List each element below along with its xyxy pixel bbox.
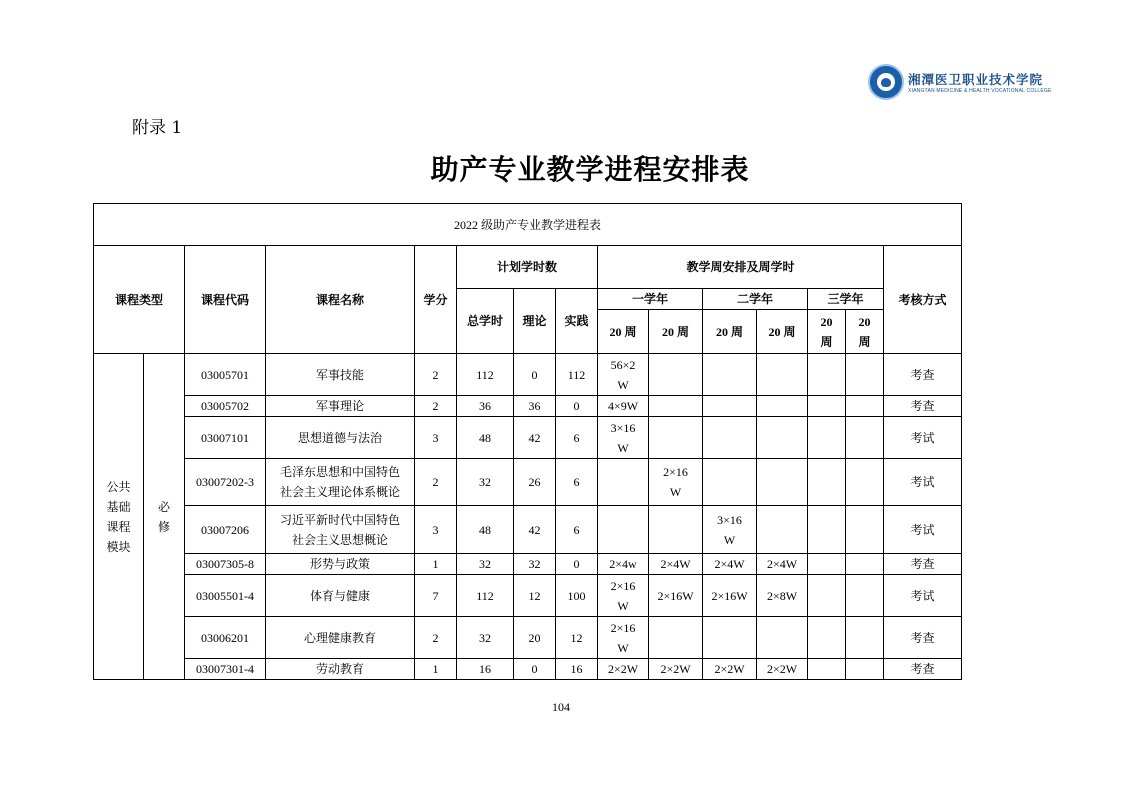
table-row xyxy=(94,396,962,417)
assessment-cell: 考试 xyxy=(884,459,962,506)
semester-s5-cell xyxy=(808,659,846,680)
semester-s4-cell xyxy=(757,617,808,659)
total-hours-cell: 32 xyxy=(457,554,514,575)
practice-hours-cell: 100 xyxy=(556,575,598,617)
header-year3: 三学年 xyxy=(808,289,884,310)
assessment-cell: 考试 xyxy=(884,417,962,459)
course-name-cell: 心理健康教育 xyxy=(266,617,415,659)
semester-s4-cell xyxy=(757,459,808,506)
semester-s1-cell: 56×2 W xyxy=(598,354,649,396)
semester-s3-cell xyxy=(703,417,757,459)
total-hours-cell: 16 xyxy=(457,659,514,680)
total-hours-cell: 112 xyxy=(457,354,514,396)
course-name-cell: 劳动教育 xyxy=(266,659,415,680)
semester-s3-cell xyxy=(703,617,757,659)
credit-cell: 3 xyxy=(415,506,457,554)
course-name-cell: 形势与政策 xyxy=(266,554,415,575)
theory-hours-cell: 42 xyxy=(514,417,556,459)
theory-hours-cell: 26 xyxy=(514,459,556,506)
course-name-cell: 体育与健康 xyxy=(266,575,415,617)
semester-s6-cell xyxy=(846,554,884,575)
semester-s6-cell xyxy=(846,575,884,617)
semester-s5-cell xyxy=(808,506,846,554)
practice-hours-cell: 6 xyxy=(556,459,598,506)
credit-cell: 2 xyxy=(415,354,457,396)
table-caption: 2022 级助产专业教学进程表 xyxy=(94,204,962,246)
college-name-en: XIANGTAN MEDICINE & HEALTH VOCATIONAL COLLEGE xyxy=(908,88,1052,94)
semester-s5-cell xyxy=(808,396,846,417)
total-hours-cell: 112 xyxy=(457,575,514,617)
assessment-cell: 考查 xyxy=(884,354,962,396)
credit-cell: 2 xyxy=(415,617,457,659)
course-code-cell: 03007101 xyxy=(185,417,266,459)
total-hours-cell: 36 xyxy=(457,396,514,417)
semester-s2-cell: 2×4W xyxy=(649,554,703,575)
theory-hours-cell: 42 xyxy=(514,506,556,554)
header-course-name: 课程名称 xyxy=(266,246,415,354)
header-year2: 二学年 xyxy=(703,289,808,310)
credit-cell: 1 xyxy=(415,554,457,575)
practice-hours-cell: 16 xyxy=(556,659,598,680)
semester-s4-cell xyxy=(757,417,808,459)
semester-s5-cell xyxy=(808,459,846,506)
semester-s5-cell xyxy=(808,575,846,617)
semester-s5-cell xyxy=(808,617,846,659)
practice-hours-cell: 12 xyxy=(556,617,598,659)
credit-cell: 3 xyxy=(415,417,457,459)
assessment-cell: 考查 xyxy=(884,396,962,417)
semester-s2-cell xyxy=(649,354,703,396)
table-row xyxy=(94,554,962,575)
semester-s4-cell xyxy=(757,396,808,417)
semester-s3-cell: 2×4W xyxy=(703,554,757,575)
header-week-s2: 20 周 xyxy=(649,310,703,354)
semester-s4-cell xyxy=(757,354,808,396)
page-title: 助产专业教学进程安排表 xyxy=(430,153,750,186)
assessment-cell: 考查 xyxy=(884,554,962,575)
theory-hours-cell: 0 xyxy=(514,354,556,396)
semester-s6-cell xyxy=(846,354,884,396)
semester-s3-cell: 3×16 W xyxy=(703,506,757,554)
course-code-cell: 03005701 xyxy=(185,354,266,396)
theory-hours-cell: 32 xyxy=(514,554,556,575)
course-name-cell: 习近平新时代中国特色 社会主义思想概论 xyxy=(266,506,415,554)
course-code-cell: 03007206 xyxy=(185,506,266,554)
semester-s6-cell xyxy=(846,659,884,680)
semester-s1-cell: 2×2W xyxy=(598,659,649,680)
semester-s6-cell xyxy=(846,459,884,506)
course-code-cell: 03005501-4 xyxy=(185,575,266,617)
practice-hours-cell: 6 xyxy=(556,506,598,554)
credit-cell: 2 xyxy=(415,459,457,506)
theory-hours-cell: 12 xyxy=(514,575,556,617)
semester-s6-cell xyxy=(846,506,884,554)
table-row xyxy=(94,459,962,506)
semester-s6-cell xyxy=(846,417,884,459)
required-group-label: 必 修 xyxy=(144,354,185,680)
semester-s2-cell xyxy=(649,417,703,459)
header-week-s4: 20 周 xyxy=(757,310,808,354)
header-course-type: 课程类型 xyxy=(94,246,185,354)
header-week-s1: 20 周 xyxy=(598,310,649,354)
header-assessment: 考核方式 xyxy=(884,246,962,354)
header-planned-hours: 计划学时数 xyxy=(457,246,598,289)
table-row xyxy=(94,506,962,554)
semester-s4-cell xyxy=(757,506,808,554)
semester-s1-cell: 4×9W xyxy=(598,396,649,417)
semester-s4-cell: 2×2W xyxy=(757,659,808,680)
theory-hours-cell: 0 xyxy=(514,659,556,680)
semester-s2-cell xyxy=(649,617,703,659)
semester-s2-cell: 2×2W xyxy=(649,659,703,680)
theory-hours-cell: 36 xyxy=(514,396,556,417)
header-credit: 学分 xyxy=(415,246,457,354)
credit-cell: 7 xyxy=(415,575,457,617)
college-emblem-icon xyxy=(868,64,904,100)
course-name-cell: 军事技能 xyxy=(266,354,415,396)
header-week-s5: 20 周 xyxy=(808,310,846,354)
header-course-code: 课程代码 xyxy=(185,246,266,354)
header-total-hours: 总学时 xyxy=(457,289,514,354)
table-row xyxy=(94,354,962,396)
semester-s3-cell: 2×2W xyxy=(703,659,757,680)
semester-s1-cell xyxy=(598,506,649,554)
header-week-s3: 20 周 xyxy=(703,310,757,354)
course-code-cell: 03007301-4 xyxy=(185,659,266,680)
schedule-table xyxy=(93,203,962,680)
course-name-cell: 毛泽东思想和中国特色 社会主义理论体系概论 xyxy=(266,459,415,506)
header-year1: 一学年 xyxy=(598,289,703,310)
semester-s6-cell xyxy=(846,617,884,659)
table-row xyxy=(94,659,962,680)
semester-s4-cell: 2×4W xyxy=(757,554,808,575)
college-logo xyxy=(868,64,1052,104)
semester-s4-cell: 2×8W xyxy=(757,575,808,617)
header-theory: 理论 xyxy=(514,289,556,354)
credit-cell: 1 xyxy=(415,659,457,680)
page-number: 104 xyxy=(552,700,570,714)
table-row xyxy=(94,417,962,459)
practice-hours-cell: 112 xyxy=(556,354,598,396)
assessment-cell: 考试 xyxy=(884,506,962,554)
semester-s3-cell xyxy=(703,354,757,396)
table-row xyxy=(94,575,962,617)
semester-s5-cell xyxy=(808,354,846,396)
semester-s2-cell xyxy=(649,506,703,554)
semester-s1-cell: 2×16 W xyxy=(598,575,649,617)
practice-hours-cell: 0 xyxy=(556,396,598,417)
semester-s5-cell xyxy=(808,554,846,575)
assessment-cell: 考查 xyxy=(884,617,962,659)
total-hours-cell: 48 xyxy=(457,417,514,459)
course-code-cell: 03006201 xyxy=(185,617,266,659)
course-name-cell: 军事理论 xyxy=(266,396,415,417)
semester-s1-cell: 3×16 W xyxy=(598,417,649,459)
header-weekly-schedule: 教学周安排及周学时 xyxy=(598,246,884,289)
total-hours-cell: 32 xyxy=(457,617,514,659)
semester-s3-cell xyxy=(703,459,757,506)
assessment-cell: 考试 xyxy=(884,575,962,617)
total-hours-cell: 48 xyxy=(457,506,514,554)
course-code-cell: 03007305-8 xyxy=(185,554,266,575)
theory-hours-cell: 20 xyxy=(514,617,556,659)
semester-s2-cell: 2×16W xyxy=(649,575,703,617)
college-name-cn: 湘潭医卫职业技术学院 xyxy=(908,72,1044,87)
course-name-cell: 思想道德与法治 xyxy=(266,417,415,459)
course-code-cell: 03005702 xyxy=(185,396,266,417)
appendix-label: 附录 1 xyxy=(132,118,183,138)
module-group-label: 公共 基础 课程 模块 xyxy=(94,354,144,680)
header-practice: 实践 xyxy=(556,289,598,354)
semester-s1-cell xyxy=(598,459,649,506)
semester-s3-cell: 2×16W xyxy=(703,575,757,617)
total-hours-cell: 32 xyxy=(457,459,514,506)
semester-s3-cell xyxy=(703,396,757,417)
semester-s2-cell xyxy=(649,396,703,417)
practice-hours-cell: 6 xyxy=(556,417,598,459)
practice-hours-cell: 0 xyxy=(556,554,598,575)
semester-s6-cell xyxy=(846,396,884,417)
course-code-cell: 03007202-3 xyxy=(185,459,266,506)
semester-s1-cell: 2×4w xyxy=(598,554,649,575)
semester-s5-cell xyxy=(808,417,846,459)
semester-s1-cell: 2×16 W xyxy=(598,617,649,659)
credit-cell: 2 xyxy=(415,396,457,417)
header-week-s6: 20 周 xyxy=(846,310,884,354)
table-row xyxy=(94,617,962,659)
semester-s2-cell: 2×16 W xyxy=(649,459,703,506)
assessment-cell: 考查 xyxy=(884,659,962,680)
